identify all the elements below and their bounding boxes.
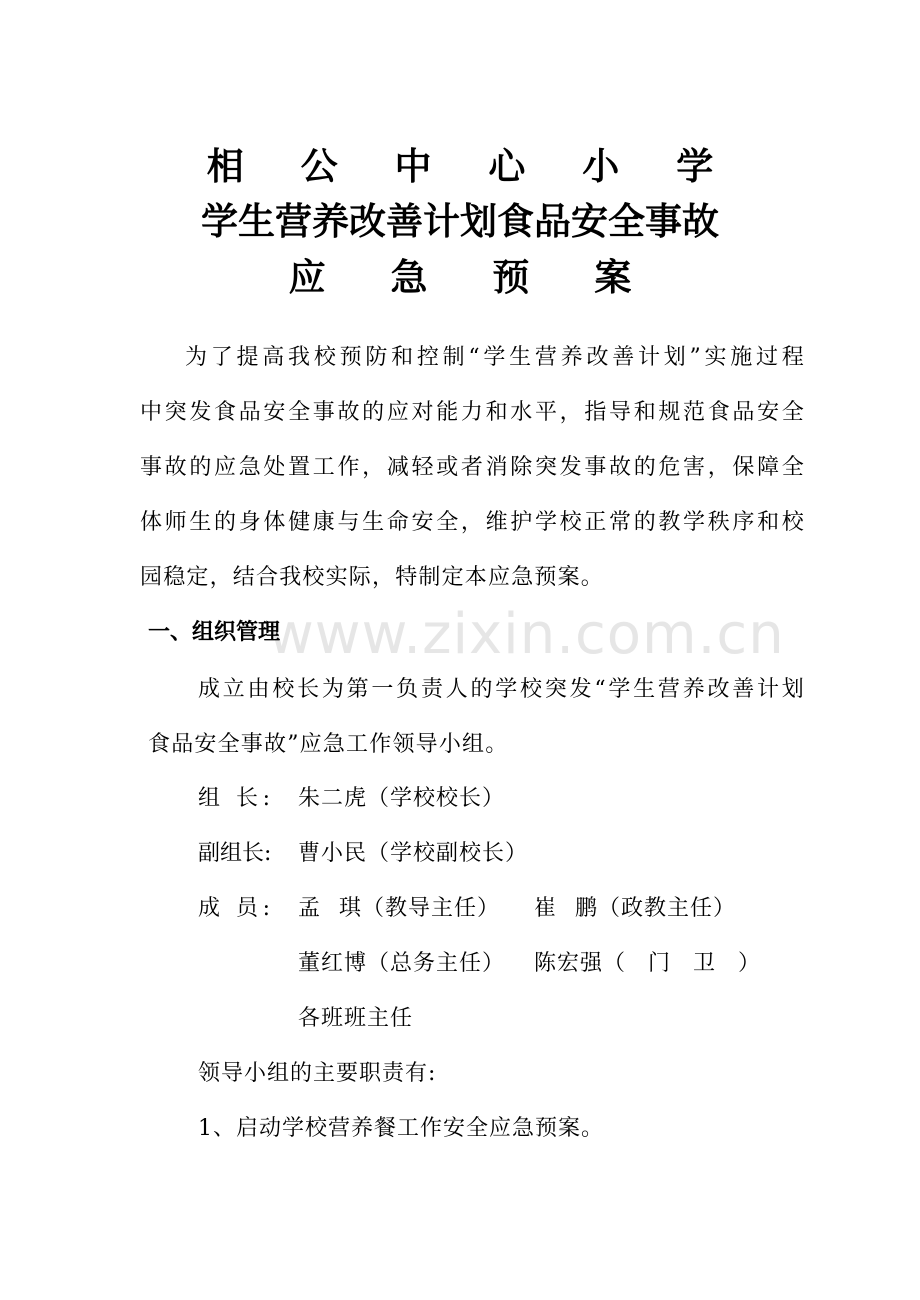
intro-line-5: 园稳定，结合我校实际，特制定本应急预案。 [140,565,605,590]
duties-intro: 领导小组的主要职责有: [198,1061,437,1086]
watermark: www.zixin.com.cn [268,602,785,667]
members-label: 成 员: [198,896,270,921]
document-type: 应 急 预 案 [288,256,658,299]
member-5: 各班班主任 [298,1006,414,1031]
member-1: 孟 琪（教导主任） [298,896,500,921]
member-3: 董红博（总务主任） [298,951,506,976]
document-subject: 学生营养改善计划食品安全事故 [201,200,719,243]
section-heading: 一、组织管理 [148,620,281,645]
section-line-1: 成立由校长为第一负责人的学校突发“学生营养改善计划 [198,677,805,702]
intro-line-3: 事故的应急处置工作，减轻或者消除突发事故的危害，保障全 [140,455,805,480]
member-4: 陈宏强（ 门 卫 ） [534,951,761,976]
intro-line-1: 为了提高我校预防和控制“学生营养改善计划”实施过程 [185,345,805,370]
deputy-value: 曹小民（学校副校长） [298,841,529,866]
intro-line-2: 中突发食品安全事故的应对能力和水平，指导和规范食品安全 [140,400,805,425]
duty-item-1: 1、启动学校营养餐工作安全应急预案。 [198,1116,604,1141]
leader-value: 朱二虎（学校校长） [298,786,506,811]
school-name: 相 公 中 心 小 学 [206,145,736,188]
member-2: 崔 鹏（政教主任） [534,896,736,921]
intro-line-4: 体师生的身体健康与生命安全，维护学校正常的教学秩序和校 [140,510,805,535]
section-line-2: 食品安全事故”应急工作领导小组。 [148,732,509,757]
deputy-label: 副组长: [198,841,272,866]
leader-label: 组 长: [198,786,270,811]
